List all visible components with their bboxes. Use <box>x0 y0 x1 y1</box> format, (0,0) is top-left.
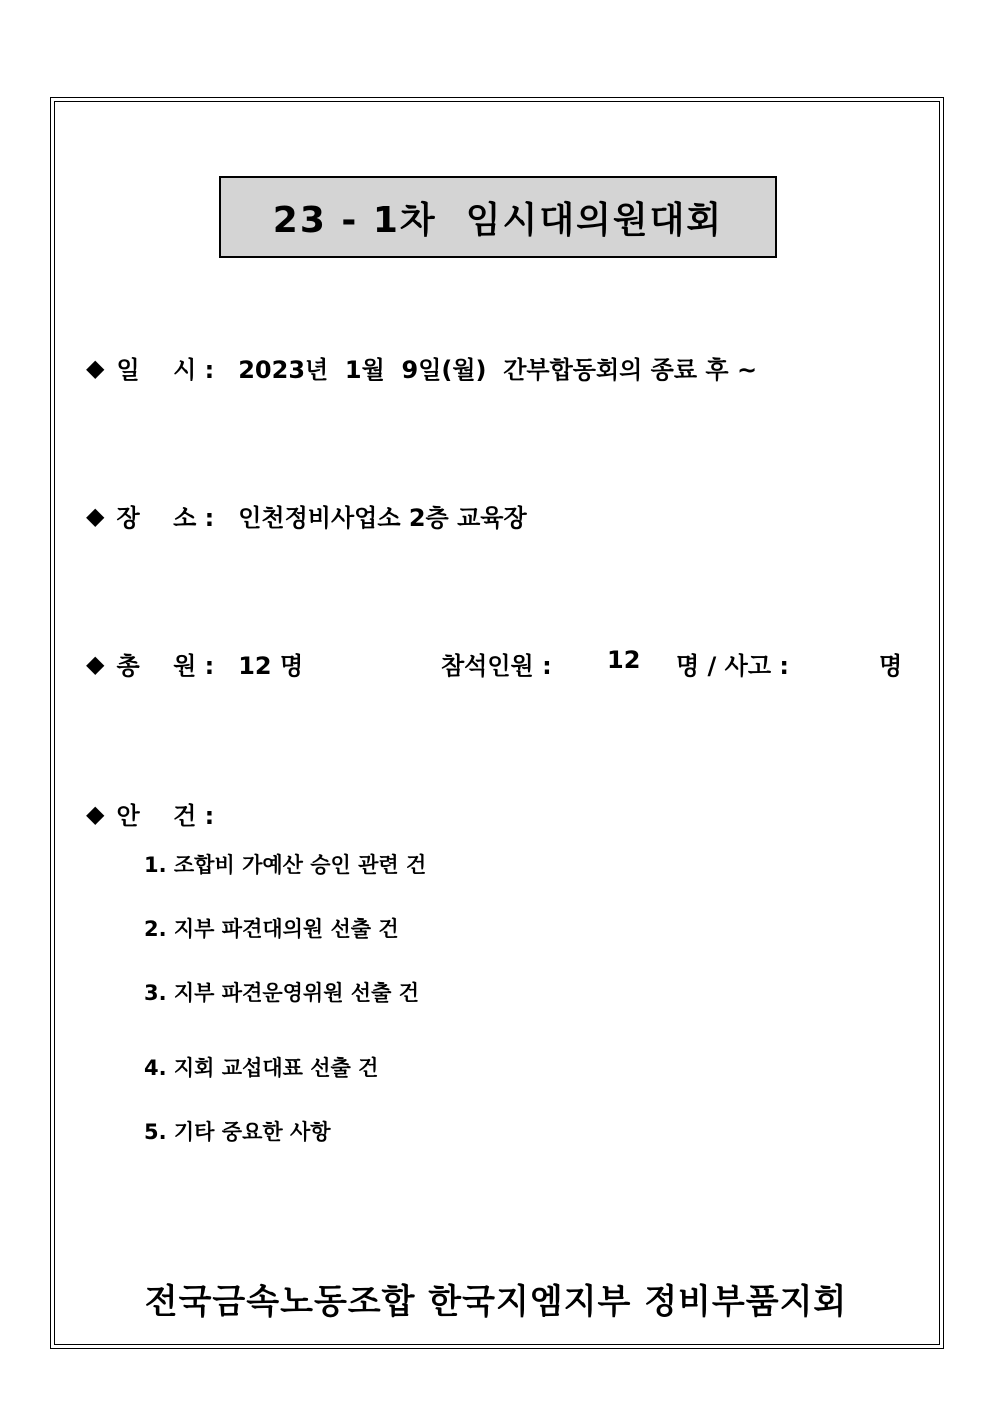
attend-label: 참석인원 : <box>441 652 552 680</box>
title-box <box>219 176 777 258</box>
agenda-item: 3. 지부 파견운영위원 선출 건 <box>144 981 419 1005</box>
date-label: 일 시 : <box>116 356 215 384</box>
attend-unit: 명 / 사고 : <box>676 652 789 680</box>
agenda-item: 2. 지부 파견대의원 선출 건 <box>144 917 399 941</box>
agenda-label: 안 건 : <box>116 802 215 830</box>
place-value: 인천정비사업소 2층 교육장 <box>238 504 527 532</box>
members-label: 총 원 : <box>116 652 215 680</box>
date-row <box>86 350 757 385</box>
place-row <box>86 498 527 533</box>
agenda-item: 1. 조합비 가예산 승인 관련 건 <box>144 853 427 877</box>
date-value: 2023년 1월 9일(월) 간부합동회의 종료 후 ~ <box>238 356 758 384</box>
absent-unit: 명 <box>879 652 903 680</box>
place-label: 장 소 : <box>116 504 215 532</box>
diamond-bullet-icon: ◆ <box>86 799 105 828</box>
agenda-item: 4. 지회 교섭대표 선출 건 <box>144 1056 379 1080</box>
members-total: 12 명 <box>238 652 304 680</box>
members-row <box>86 646 303 681</box>
page-title: 23 - 1차 임시대의원대회 <box>272 199 724 241</box>
agenda-row <box>86 796 214 831</box>
page-border-inner <box>54 101 940 1345</box>
organization-name: 전국금속노동조합 한국지엠지부 정비부품지회 <box>144 1282 848 1322</box>
diamond-bullet-icon: ◆ <box>86 501 105 530</box>
diamond-bullet-icon: ◆ <box>86 353 105 382</box>
diamond-bullet-icon: ◆ <box>86 649 105 678</box>
attend-count: 12 <box>607 646 641 674</box>
agenda-item: 5. 기타 중요한 사항 <box>144 1120 331 1144</box>
